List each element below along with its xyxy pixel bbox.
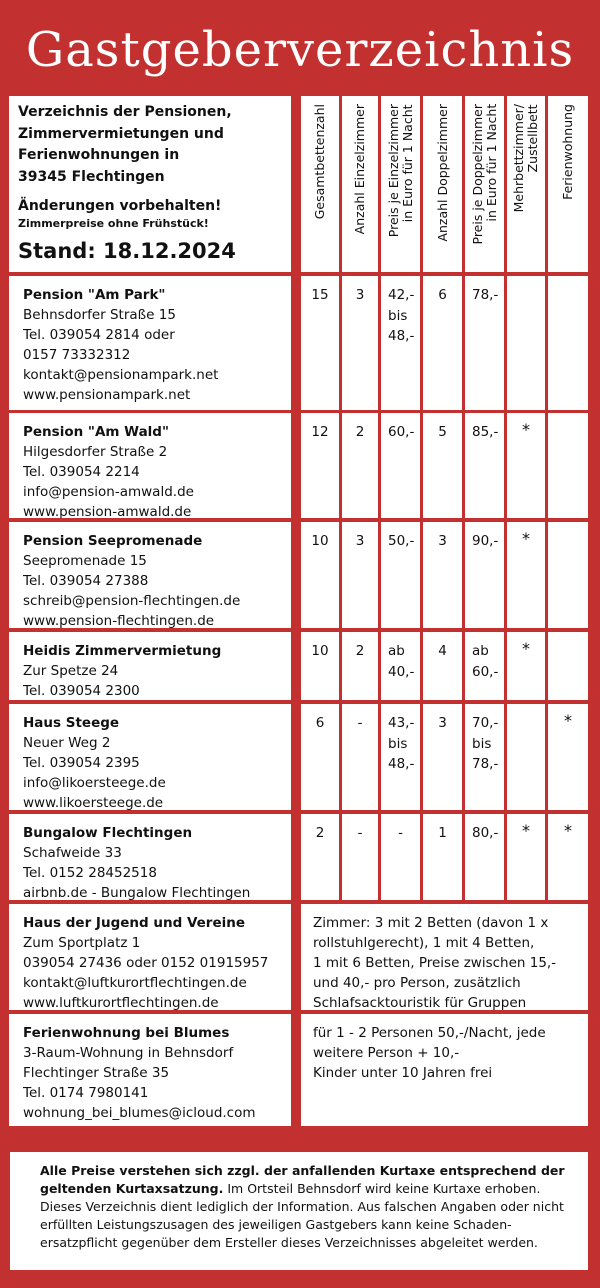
total-beds: 2	[301, 814, 339, 900]
host-entry: Ferienwohnung bei Blumes 3-Raum-Wohnung in Behnsdorf Flechtinger Straße 35 Tel. 0174 7980141 wohnung_bei_blumes@icloud.com	[9, 1014, 291, 1126]
single-price: ab 40,-	[381, 632, 420, 700]
email-link[interactable]: wohnung_bei_blumes@icloud.com	[23, 1105, 256, 1121]
footer-text: Im Ortsteil Behnsdorf wird keine Kurtaxe erhoben. Dieses Verzeichnis dient lediglich der Information. Aus falschen Angaben oder nicht erfüllten Leistungszusagen des jeweiligen Gastgebers kann keine Schaden-ersatzpflicht gegenüber dem Ersteller dieses Verzeichnisses abgeleitet werden.	[40, 1181, 564, 1250]
single-rooms: -	[342, 814, 378, 900]
column-header: Anzahl Doppelzimmer	[423, 96, 462, 272]
changes-note: Änderungen vorbehalten!	[18, 198, 222, 214]
host-entry: Pension "Am Wald" Hilgesdorfer Straße 2 Tel. 039054 2214 info@pension-amwald.de www.pension-amwald.de	[9, 413, 291, 518]
directory-header	[9, 96, 291, 272]
extra-bed: *	[507, 814, 545, 900]
holiday-flat	[548, 413, 588, 518]
website-link[interactable]: airbnb.de - Bungalow Flechtingen	[23, 885, 251, 900]
column-header: Mehrbettzimmer/ Zustellbett	[507, 96, 545, 272]
stand-date: Stand: 18.12.2024	[18, 239, 236, 263]
single-rooms: 3	[342, 522, 378, 628]
host-entry: Haus der Jugend und Vereine Zum Sportplatz 1 039054 27436 oder 0152 01915957 kontakt@luftkurortflechtingen.de www.luftkurortflechtingen.de	[9, 904, 291, 1010]
double-rooms: 5	[423, 413, 462, 518]
single-rooms: -	[342, 704, 378, 810]
email-link[interactable]: schreib@pension-flechtingen.de	[23, 593, 241, 609]
double-rooms: 3	[423, 704, 462, 810]
host-entry: Heidis Zimmervermietung Zur Spetze 24 Tel. 039054 2300	[9, 632, 291, 700]
total-beds: 6	[301, 704, 339, 810]
column-header: Gesamtbettenzahl	[301, 96, 339, 272]
header-line: 39345 Flechtingen	[18, 168, 165, 185]
holiday-flat: *	[548, 814, 588, 900]
double-rooms: 6	[423, 276, 462, 410]
single-price: 43,- bis 48,-	[381, 704, 420, 810]
single-price: -	[381, 814, 420, 900]
double-rooms: 4	[423, 632, 462, 700]
double-price: 85,-	[465, 413, 504, 518]
host-entry: Pension Seepromenade Seepromenade 15 Tel. 039054 27388 schreib@pension-flechtingen.de www.pension-flechtingen.de	[9, 522, 291, 628]
extra-bed: *	[507, 522, 545, 628]
total-beds: 10	[301, 522, 339, 628]
header-line: Zimmervermietungen und	[18, 125, 224, 142]
header-line: Verzeichnis der Pensionen,	[18, 104, 232, 120]
extra-bed: *	[507, 632, 545, 700]
holiday-flat: *	[548, 704, 588, 810]
single-price: 42,- bis 48,-	[381, 276, 420, 410]
host-entry: Pension "Am Park" Behnsdorfer Straße 15 Tel. 039054 2814 oder 0157 73332312 kontakt@pensionampark.net www.pensionampark.net	[9, 276, 291, 410]
holiday-flat	[548, 276, 588, 410]
column-header: Preis je Einzelzimmer in Euro für 1 Nacht	[381, 96, 420, 272]
website-link[interactable]: www.pension-flechtingen.de	[23, 613, 215, 628]
page-title: Gastgeberverzeichnis	[25, 22, 575, 78]
header-line: Ferienwohnungen in	[18, 147, 180, 163]
email-link[interactable]: kontakt@luftkurortflechtingen.de	[23, 975, 247, 991]
email-link[interactable]: info@pension-amwald.de	[23, 484, 194, 500]
column-header: Anzahl Einzelzimmer	[342, 96, 378, 272]
column-header: Preis je Doppelzimmer in Euro für 1 Nacht	[465, 96, 504, 272]
single-rooms: 3	[342, 276, 378, 410]
double-price: 90,-	[465, 522, 504, 628]
single-price: 60,-	[381, 413, 420, 518]
footer-note	[10, 1152, 588, 1270]
single-price: 50,-	[381, 522, 420, 628]
single-rooms: 2	[342, 413, 378, 518]
double-price: 78,-	[465, 276, 504, 410]
extra-bed	[507, 276, 545, 410]
column-header: Ferienwohnung	[548, 96, 588, 272]
website-link[interactable]: www.pension-amwald.de	[23, 504, 192, 518]
host-entry: Bungalow Flechtingen Schafweide 33 Tel. 0152 28452518 airbnb.de - Bungalow Flechtingen	[9, 814, 291, 900]
single-rooms: 2	[342, 632, 378, 700]
total-beds: 10	[301, 632, 339, 700]
double-rooms: 3	[423, 522, 462, 628]
website-link[interactable]: www.pensionampark.net	[23, 387, 191, 403]
double-price: 80,-	[465, 814, 504, 900]
breakfast-note: Zimmerpreise ohne Frühstück!	[18, 217, 209, 230]
holiday-flat	[548, 632, 588, 700]
website-link[interactable]: www.likoersteege.de	[23, 795, 164, 810]
extra-bed: *	[507, 413, 545, 518]
double-rooms: 1	[423, 814, 462, 900]
email-link[interactable]: info@likoersteege.de	[23, 775, 166, 791]
holiday-flat	[548, 522, 588, 628]
footer-bold: Alle Preise verstehen sich zzgl. der anfallenden Kurtaxe entsprechend der geltenden Kurtaxsatzung.	[40, 1163, 565, 1196]
email-link[interactable]: kontakt@pensionampark.net	[23, 367, 219, 383]
extra-bed	[507, 704, 545, 810]
host-entry: Haus Steege Neuer Weg 2 Tel. 039054 2395 info@likoersteege.de www.likoersteege.de	[9, 704, 291, 810]
total-beds: 15	[301, 276, 339, 410]
total-beds: 12	[301, 413, 339, 518]
host-note: Zimmer: 3 mit 2 Betten (davon 1 x rollstuhlgerecht), 1 mit 4 Betten, 1 mit 6 Betten, Preise zwischen 15,- und 40,- pro Person, zusätzlich Schlafsacktouristik für Gruppen	[301, 904, 588, 1010]
double-price: ab 60,-	[465, 632, 504, 700]
website-link[interactable]: www.luftkurortflechtingen.de	[23, 995, 219, 1010]
double-price: 70,- bis 78,-	[465, 704, 504, 810]
host-note: für 1 - 2 Personen 50,-/Nacht, jede weitere Person + 10,- Kinder unter 10 Jahren frei	[301, 1014, 588, 1126]
